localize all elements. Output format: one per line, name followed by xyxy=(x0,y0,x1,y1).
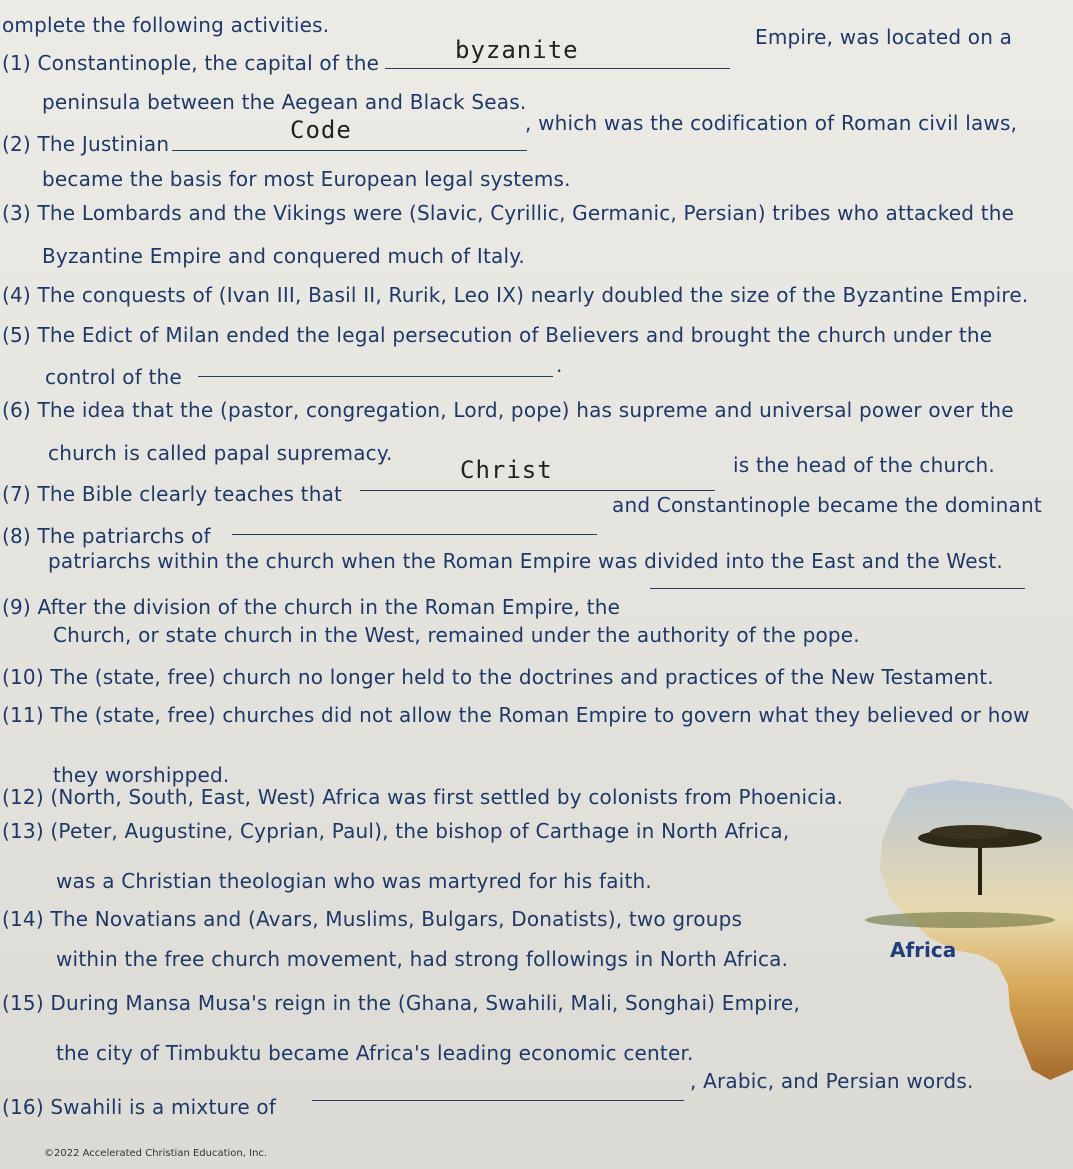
question-2-text: (2) The Justinian xyxy=(2,132,170,156)
question-9-text: (9) After the division of the church in the Roman Empire, the xyxy=(2,595,621,619)
question-11-text-line2: they worshipped. xyxy=(53,763,230,787)
question-12-text: (12) (North, South, East, West) Africa was first settled by colonists from Phoenicia. xyxy=(2,785,844,809)
answer-blank-8[interactable] xyxy=(232,504,597,535)
question-5-period: . xyxy=(556,353,563,377)
answer-blank-9[interactable] xyxy=(650,558,1025,589)
handwritten-answer-1: byzanite xyxy=(455,36,579,64)
question-14-text-line2: within the free church movement, had strong followings in North Africa. xyxy=(56,947,789,971)
question-13-text: (13) (Peter, Augustine, Cyprian, Paul), the bishop of Carthage in North Africa, xyxy=(2,819,790,843)
question-6-text: (6) The idea that the (pastor, congregation, Lord, pope) has supreme and universal power over the xyxy=(2,398,1014,422)
question-1-text-line2: peninsula between the Aegean and Black Seas. xyxy=(42,90,527,114)
question-2-text-cont: , which was the codification of Roman civil laws, xyxy=(525,111,1018,135)
question-13-text-line2: was a Christian theologian who was martyred for his faith. xyxy=(56,869,652,893)
question-8-text-line2: patriarchs within the church when the Roman Empire was divided into the East and the West. xyxy=(48,549,1003,573)
question-16-text: (16) Swahili is a mixture of xyxy=(2,1095,277,1119)
question-11-text: (11) The (state, free) churches did not allow the Roman Empire to govern what they believed or how xyxy=(2,703,1030,727)
question-9-text-line2: Church, or state church in the West, remained under the authority of the pope. xyxy=(53,623,860,647)
answer-blank-5[interactable] xyxy=(198,346,553,377)
question-10-text: (10) The (state, free) church no longer held to the doctrines and practices of the New Testament. xyxy=(2,665,994,689)
activity-heading: omplete the following activities. xyxy=(2,13,330,37)
question-7-text: (7) The Bible clearly teaches that xyxy=(2,482,343,506)
question-14-text: (14) The Novatians and (Avars, Muslims, Bulgars, Donatists), two groups xyxy=(2,907,743,931)
handwritten-answer-7: Christ xyxy=(460,456,553,484)
question-3-text: (3) The Lombards and the Vikings were (Slavic, Cyrillic, Germanic, Persian) tribes who attacked the xyxy=(2,201,1015,225)
question-8-text-cont: and Constantinople became the dominant xyxy=(612,493,1042,517)
handwritten-answer-2: Code xyxy=(290,116,352,144)
question-7-text-cont: is the head of the church. xyxy=(733,453,995,477)
answer-blank-16[interactable] xyxy=(312,1070,684,1101)
copyright-footer: ©2022 Accelerated Christian Education, Inc. xyxy=(44,1148,268,1159)
question-6-text-line2: church is called papal supremacy. xyxy=(48,441,393,465)
question-3-text-line2: Byzantine Empire and conquered much of Italy. xyxy=(42,244,525,268)
africa-map-image xyxy=(860,770,1073,1090)
question-15-text-line2: the city of Timbuktu became Africa's leading economic center. xyxy=(56,1041,694,1065)
question-1-text: (1) Constantinople, the capital of the xyxy=(2,51,380,75)
question-2-text-line2: became the basis for most European legal systems. xyxy=(42,167,571,191)
question-15-text: (15) During Mansa Musa's reign in the (Ghana, Swahili, Mali, Songhai) Empire, xyxy=(2,991,800,1015)
question-4-text: (4) The conquests of (Ivan III, Basil II, Rurik, Leo IX) nearly doubled the size of the Byzantine Empire. xyxy=(2,283,1029,307)
question-8-text: (8) The patriarchs of xyxy=(2,524,211,548)
question-5-text-line2: control of the xyxy=(45,365,182,389)
africa-map-label: Africa xyxy=(890,938,957,962)
question-5-text: (5) The Edict of Milan ended the legal persecution of Believers and brought the church under the xyxy=(2,323,993,347)
africa-continent-shape xyxy=(880,780,1073,1080)
question-1-text-cont: Empire, was located on a xyxy=(755,25,1013,49)
question-16-text-cont: , Arabic, and Persian words. xyxy=(690,1069,974,1093)
